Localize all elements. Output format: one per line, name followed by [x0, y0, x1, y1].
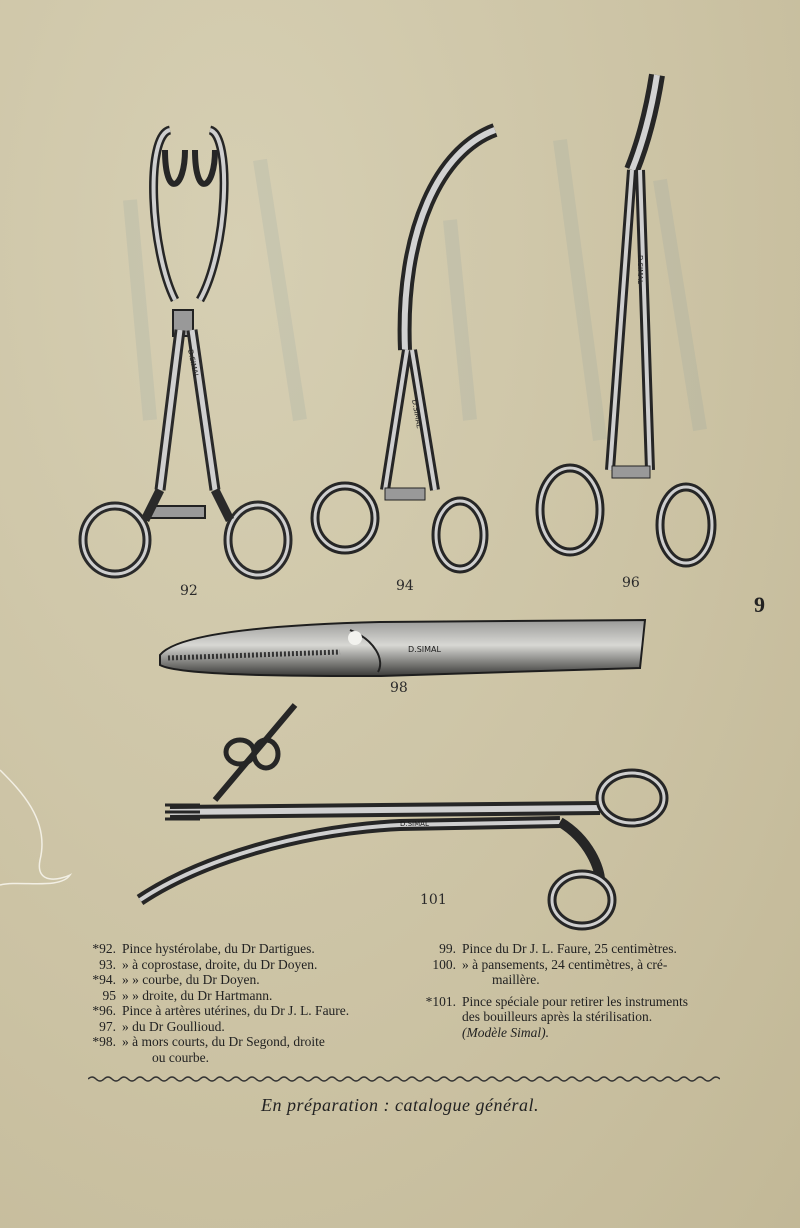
list-item: 99. Pince du Dr J. L. Faure, 25 centimètres. [439, 941, 677, 956]
figure-number-92: 92 [180, 583, 198, 599]
instrument-92 [83, 130, 288, 575]
footer-note: En préparation : catalogue général. [261, 1095, 539, 1115]
wavy-divider [88, 1074, 720, 1084]
list-item: 100. » à pansements, 24 centimètres, à cré- [432, 956, 668, 972]
list-item-continuation: maillère. [492, 972, 540, 987]
instrument-98 [160, 620, 645, 676]
item-list-left [80, 941, 410, 1065]
item-list-right [420, 941, 740, 1040]
list-item-continuation: ou courbe. [152, 1049, 209, 1065]
d-simal-engraving-101: D.SIMAL [400, 820, 429, 828]
list-item: 93. » à coprostase, droite, du Dr Doyen. [99, 956, 318, 972]
thread-decoration [0, 760, 90, 920]
d-simal-engraving-94: D.SIMAL [410, 398, 423, 429]
figure-number-94: 94 [396, 578, 414, 594]
list-item: *98. » à mors courts, du Dr Segond, droite [92, 1034, 325, 1049]
page-number: 9 [754, 592, 765, 617]
list-item: 95 » » droite, du Dr Hartmann. [102, 987, 273, 1003]
list-item: *92. Pince hystérolabe, du Dr Dartigues. [92, 941, 315, 956]
list-item: *101. Pince spéciale pour retirer les instruments [425, 993, 689, 1009]
list-item-continuation: des bouilleurs après la stérilisation. [462, 1009, 653, 1024]
d-simal-engraving-96: D.SIMAL [636, 255, 644, 284]
d-simal-engraving-98: D.SIMAL [408, 645, 441, 654]
list-item: 97. » du Dr Goullioud. [99, 1018, 225, 1034]
list-item-continuation: (Modèle Simal). [462, 1024, 549, 1040]
figure-number-98: 98 [390, 680, 408, 696]
d-simal-engraving-92: D.SIMAL [186, 348, 200, 379]
list-item: *96. Pince à artères utérines, du Dr J. L. Faure. [92, 1003, 350, 1018]
instrument-101 [140, 705, 664, 926]
list-item: *94. » » courbe, du Dr Doyen. [92, 972, 260, 987]
figure-number-101: 101 [420, 892, 447, 908]
figure-number-96: 96 [622, 575, 640, 591]
